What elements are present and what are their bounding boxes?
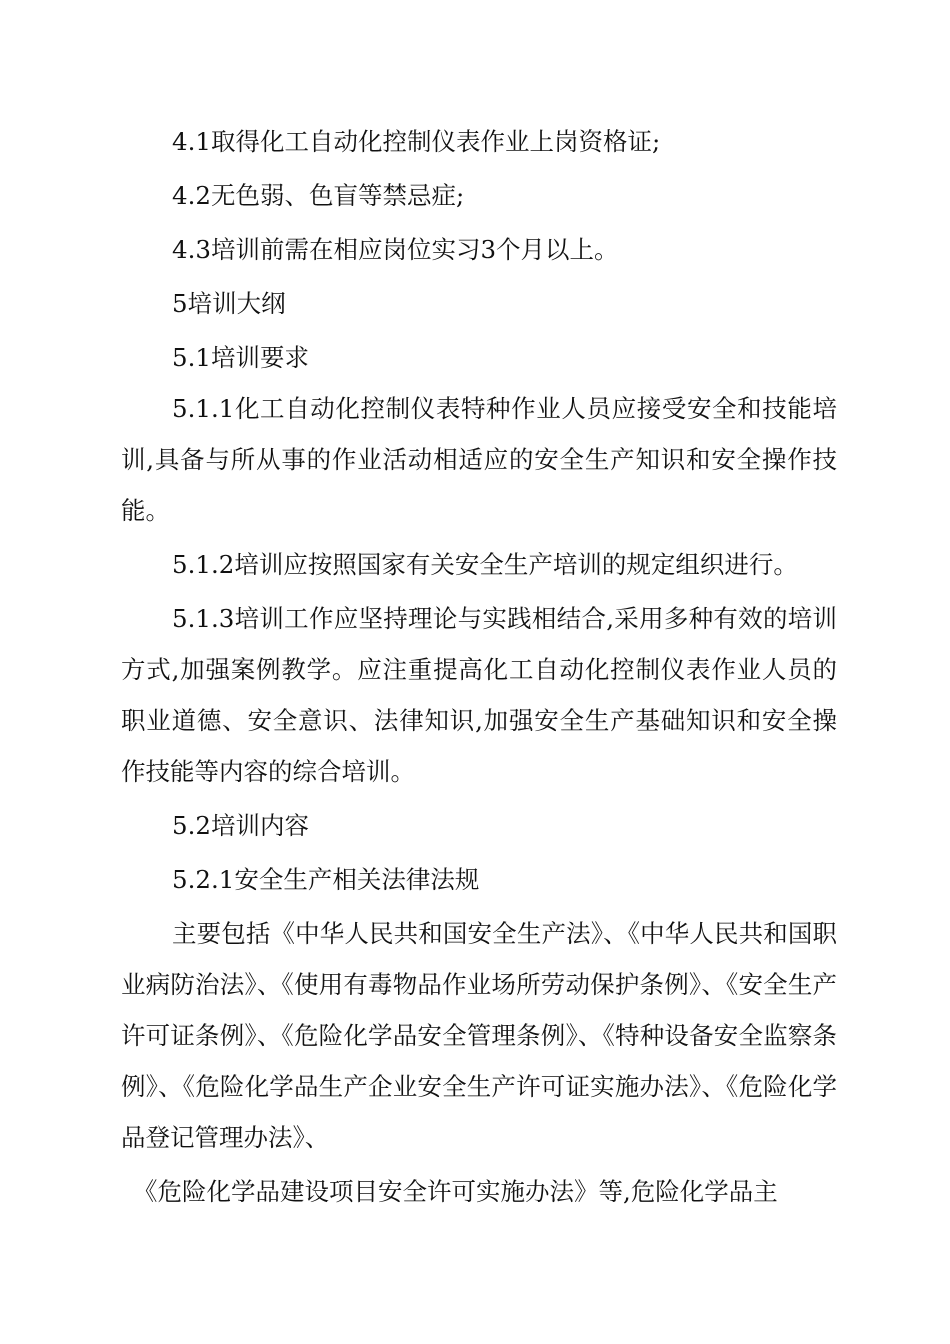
heading-5-1: 5.1培训要求 [172,343,309,372]
paragraph-4-2: 4.2无色弱、色盲等禁忌症; [172,181,465,210]
document-body [121,116,837,1217]
heading-5-2: 5.2培训内容 [172,811,309,840]
paragraph-5-1-3: 5.1.3培训工作应坚持理论与实践相结合,采用多种有效的培训方式,加强案例教学。应注重提高化工自动化控制仪表作业人员的职业道德、安全意识、法律知识,加强安全生产基础知识和安全操作技能等内容的综合培训。 [121,604,837,786]
paragraph-5-1-2: 5.1.2培训应按照国家有关安全生产培训的规定组织进行。 [172,550,798,579]
heading-5-2-1: 5.2.1安全生产相关法律法规 [172,865,480,894]
paragraph-continuation: 《危险化学品建设项目安全许可实施办法》等,危险化学品主 [133,1177,778,1206]
paragraph-4-1: 4.1取得化工自动化控制仪表作业上岗资格证; [172,127,661,156]
paragraph-laws-list: 主要包括《中华人民共和国安全生产法》、《中华人民共和国职业病防治法》、《使用有毒物品作业场所劳动保护条例》、《安全生产许可证条例》、《危险化学品安全管理条例》、《特种设备安全监察条例》、《危险化学品生产企业安全生产许可证实施办法》、《危险化学品登记管理办法》、 [121,919,837,1152]
paragraph-5-1-1: 5.1.1化工自动化控制仪表特种作业人员应接受安全和技能培训,具备与所从事的作业活动相适应的安全生产知识和安全操作技能。 [121,394,837,525]
paragraph-4-3: 4.3培训前需在相应岗位实习3个月以上。 [172,235,619,264]
heading-5: 5培训大纲 [172,289,286,318]
